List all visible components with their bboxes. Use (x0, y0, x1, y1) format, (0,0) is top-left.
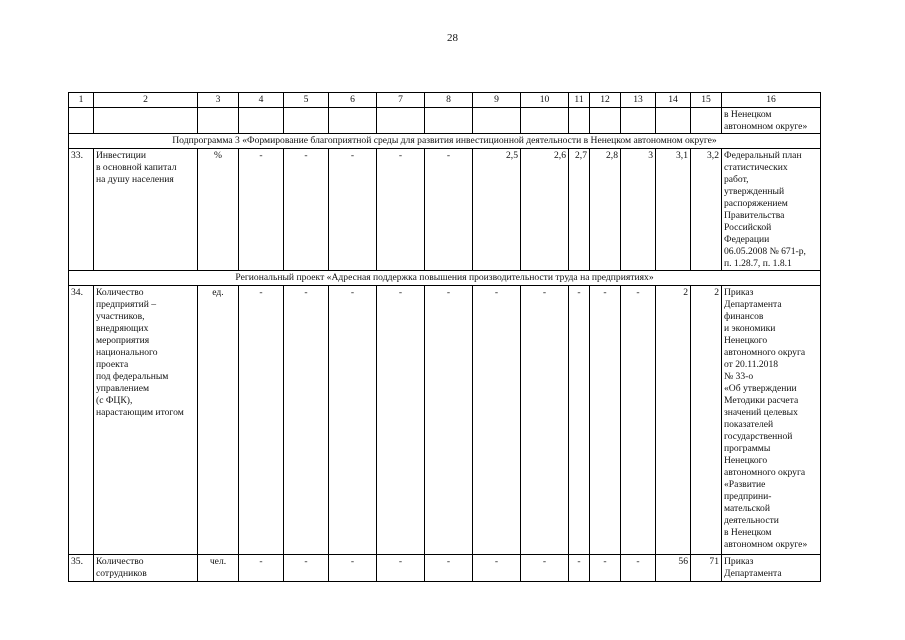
value-cell: - (239, 286, 284, 555)
table-row (69, 286, 821, 555)
page-number: 28 (447, 32, 458, 44)
header-cell: 5 (284, 93, 329, 108)
source-cell: Федеральный план статистических работ, утвержденный распоряжением Правительства Российской Федерации 06.05.2008 № 671-р, п. 1.28.7, п. 1.8.1 (722, 149, 821, 271)
unit-cell: % (198, 149, 239, 271)
value-cell: 2,5 (473, 149, 521, 271)
value-cell: 56 (656, 555, 691, 582)
value-cell: - (377, 555, 425, 582)
value-cell: - (284, 555, 329, 582)
value-cell: - (377, 149, 425, 271)
value-cell: - (590, 286, 621, 555)
row-number: 33. (69, 149, 94, 271)
value-cell: - (329, 286, 377, 555)
regional-project-row (69, 271, 821, 286)
source-cell: в Ненецком автономном округе» (722, 108, 821, 134)
value-cell: 3,1 (656, 149, 691, 271)
value-cell: - (621, 555, 656, 582)
header-cell: 1 (69, 93, 94, 108)
header-cell: 15 (691, 93, 722, 108)
value-cell: - (377, 286, 425, 555)
header-cell: 14 (656, 93, 691, 108)
value-cell: 2 (691, 286, 722, 555)
value-cell: - (521, 286, 569, 555)
value-cell: - (621, 286, 656, 555)
continuation-row (69, 108, 821, 134)
value-cell: - (239, 149, 284, 271)
value-cell: - (473, 555, 521, 582)
unit-cell: чел. (198, 555, 239, 582)
value-cell: - (425, 286, 473, 555)
header-cell: 2 (94, 93, 198, 108)
header-cell: 13 (621, 93, 656, 108)
value-cell: - (569, 286, 590, 555)
header-cell: 4 (239, 93, 284, 108)
value-cell: - (425, 149, 473, 271)
header-cell: 9 (473, 93, 521, 108)
source-cell: Приказ Департамента (722, 555, 821, 582)
unit-cell: ед. (198, 286, 239, 555)
value-cell: 71 (691, 555, 722, 582)
regional-project-title: Региональный проект «Адресная поддержка повышения производительности труда на предприятиях» (69, 271, 821, 286)
indicator-name: Количество предприятий – участников, внедряющих мероприятия национального проекта под федеральным управлением (с ФЦК), нарастающим итогом (94, 286, 198, 555)
value-cell: - (521, 555, 569, 582)
header-cell: 12 (590, 93, 621, 108)
header-row (69, 93, 821, 108)
value-cell: 3 (621, 149, 656, 271)
source-cell: Приказ Департамента финансов и экономики Ненецкого автономного округа от 20.11.2018 № 33-о «Об утверждении Методики расчета значений целевых показателей государственной программы Ненецкого автономного округа «Развитие предприни- мательской деятельности в Ненецком автономном округе» (722, 286, 821, 555)
header-cell: 11 (569, 93, 590, 108)
value-cell: - (569, 555, 590, 582)
value-cell: 2 (656, 286, 691, 555)
indicator-name: Инвестиции в основной капитал на душу населения (94, 149, 198, 271)
value-cell: 3,2 (691, 149, 722, 271)
header-cell: 3 (198, 93, 239, 108)
value-cell: - (425, 555, 473, 582)
value-cell: - (473, 286, 521, 555)
value-cell: - (590, 555, 621, 582)
value-cell: - (329, 149, 377, 271)
header-cell: 10 (521, 93, 569, 108)
subprogram-row (69, 134, 821, 149)
value-cell: 2,7 (569, 149, 590, 271)
header-cell: 8 (425, 93, 473, 108)
subprogram-title: Подпрограмма 3 «Формирование благоприятной среды для развития инвестиционной деятельности в Ненецком автономном округе» (69, 134, 821, 149)
table-row (69, 555, 821, 582)
value-cell: - (284, 149, 329, 271)
value-cell: - (239, 555, 284, 582)
value-cell: 2,8 (590, 149, 621, 271)
row-number: 34. (69, 286, 94, 555)
header-cell: 16 (722, 93, 821, 108)
table-row (69, 149, 821, 271)
header-cell: 6 (329, 93, 377, 108)
value-cell: - (284, 286, 329, 555)
header-cell: 7 (377, 93, 425, 108)
row-number: 35. (69, 555, 94, 582)
value-cell: - (329, 555, 377, 582)
value-cell: 2,6 (521, 149, 569, 271)
indicators-table (68, 92, 821, 582)
indicator-name: Количество сотрудников (94, 555, 198, 582)
